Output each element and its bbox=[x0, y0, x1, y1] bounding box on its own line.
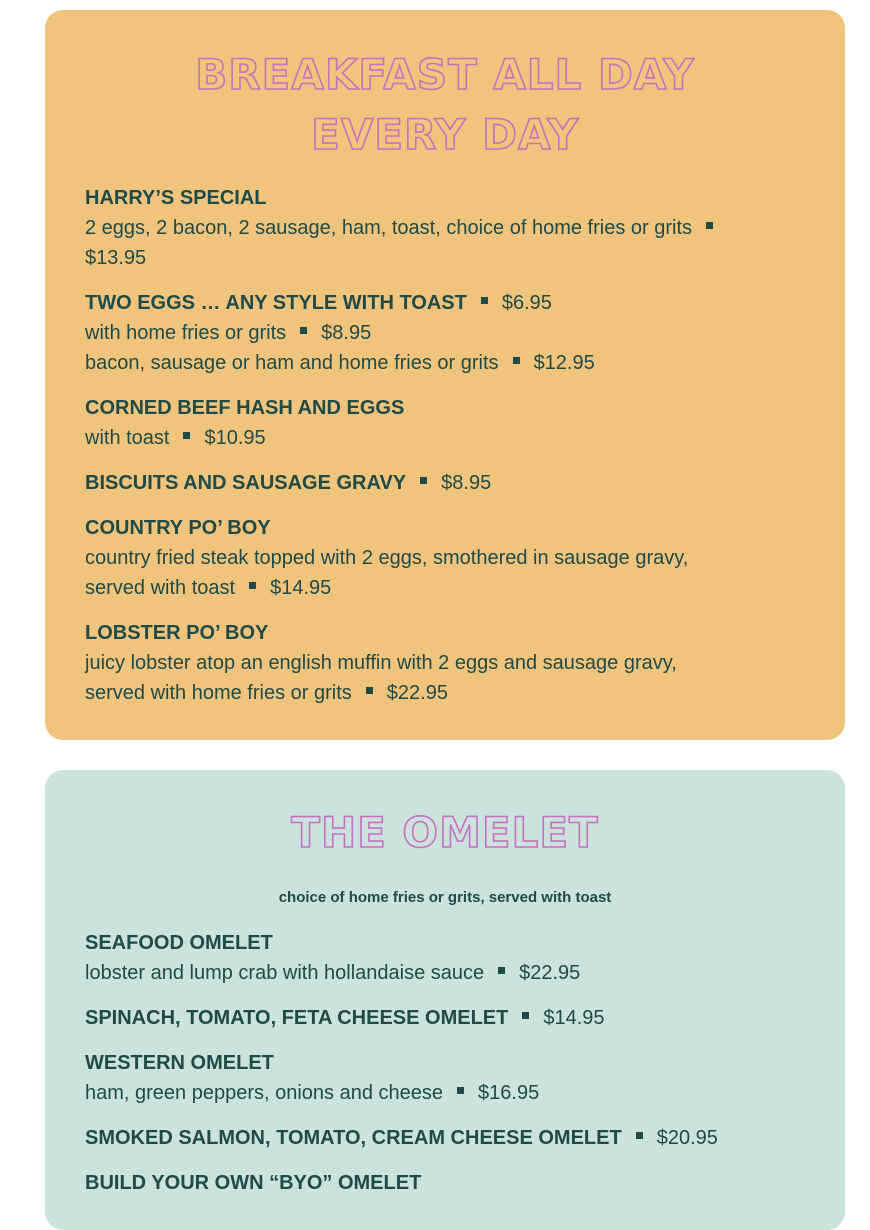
item-desc: served with toast bbox=[85, 577, 236, 599]
item-description bbox=[85, 423, 805, 453]
item-desc: country fried steak topped with 2 eggs, smothered in sausage gravy, bbox=[85, 547, 689, 569]
menu-item bbox=[85, 928, 805, 988]
item-title-line bbox=[85, 468, 805, 498]
item-desc: 2 eggs, 2 bacon, 2 sausage, ham, toast, choice of home fries or grits bbox=[85, 217, 693, 239]
separator-square-icon bbox=[522, 1012, 529, 1019]
option-price: $8.95 bbox=[321, 322, 372, 344]
item-desc: ham, green peppers, onions and cheese bbox=[85, 1082, 444, 1104]
item-description bbox=[85, 958, 805, 988]
breakfast-section bbox=[45, 10, 845, 740]
menu-item bbox=[85, 513, 805, 603]
menu-item bbox=[85, 1003, 805, 1033]
item-price: $13.95 bbox=[85, 247, 147, 269]
item-price: $10.95 bbox=[204, 427, 266, 449]
item-description bbox=[85, 213, 805, 273]
item-price: $22.95 bbox=[386, 682, 448, 704]
option-price: $12.95 bbox=[533, 352, 595, 374]
separator-square-icon bbox=[300, 327, 307, 334]
breakfast-items bbox=[85, 183, 805, 708]
item-desc: served with home fries or grits bbox=[85, 682, 352, 704]
breakfast-heading bbox=[85, 10, 805, 165]
item-option bbox=[85, 348, 805, 378]
menu-item bbox=[85, 288, 805, 378]
item-description bbox=[85, 1078, 805, 1108]
breakfast-heading-line2: EVERY DAY bbox=[311, 110, 579, 159]
menu-item bbox=[85, 618, 805, 708]
omelet-heading: THE OMELET bbox=[291, 808, 599, 857]
item-description bbox=[85, 573, 805, 603]
separator-square-icon bbox=[481, 297, 488, 304]
separator-square-icon bbox=[457, 1087, 464, 1094]
item-name: SMOKED SALMON, TOMATO, CREAM CHEESE OMELET bbox=[85, 1127, 622, 1149]
menu-item bbox=[85, 1168, 805, 1198]
item-name: WESTERN OMELET bbox=[85, 1052, 274, 1074]
item-name: CORNED BEEF HASH AND EGGS bbox=[85, 397, 405, 419]
separator-square-icon bbox=[366, 687, 373, 694]
menu-item bbox=[85, 393, 805, 453]
item-price: $14.95 bbox=[270, 577, 332, 599]
omelet-section bbox=[45, 770, 845, 1230]
item-name: TWO EGGS … ANY STYLE WITH TOAST bbox=[85, 292, 467, 314]
item-price: $22.95 bbox=[519, 962, 581, 984]
item-name: LOBSTER PO’ BOY bbox=[85, 622, 269, 644]
separator-square-icon bbox=[706, 222, 713, 229]
item-price: $16.95 bbox=[478, 1082, 540, 1104]
item-name: BUILD YOUR OWN “BYO” OMELET bbox=[85, 1172, 422, 1194]
item-price: $14.95 bbox=[543, 1007, 605, 1029]
separator-square-icon bbox=[636, 1132, 643, 1139]
item-name: BISCUITS AND SAUSAGE GRAVY bbox=[85, 472, 407, 494]
item-description bbox=[85, 678, 805, 708]
item-option bbox=[85, 318, 805, 348]
item-name: SEAFOOD OMELET bbox=[85, 932, 273, 954]
item-desc: juicy lobster atop an english muffin with 2 eggs and sausage gravy, bbox=[85, 652, 677, 674]
breakfast-heading-line1: BREAKFAST ALL DAY bbox=[195, 50, 695, 99]
item-desc: lobster and lump crab with hollandaise sauce bbox=[85, 962, 485, 984]
item-name: COUNTRY PO’ BOY bbox=[85, 517, 271, 539]
item-name: HARRY’S SPECIAL bbox=[85, 187, 267, 209]
item-title-line bbox=[85, 288, 805, 318]
menu-item bbox=[85, 183, 805, 273]
omelet-subtitle: choice of home fries or grits, served with toast bbox=[278, 889, 612, 906]
separator-square-icon bbox=[420, 477, 427, 484]
item-name: SPINACH, TOMATO, FETA CHEESE OMELET bbox=[85, 1007, 509, 1029]
item-title-line bbox=[85, 1003, 805, 1033]
menu-item bbox=[85, 1048, 805, 1108]
menu-item bbox=[85, 1123, 805, 1153]
item-price: $6.95 bbox=[501, 292, 552, 314]
item-price: $8.95 bbox=[441, 472, 492, 494]
separator-square-icon bbox=[183, 432, 190, 439]
separator-square-icon bbox=[498, 967, 505, 974]
item-desc: with toast bbox=[85, 427, 170, 449]
menu-item bbox=[85, 468, 805, 498]
option-desc: with home fries or grits bbox=[85, 322, 287, 344]
option-desc: bacon, sausage or ham and home fries or grits bbox=[85, 352, 499, 374]
omelet-items bbox=[85, 928, 805, 1198]
separator-square-icon bbox=[249, 582, 256, 589]
item-title-line bbox=[85, 1123, 805, 1153]
separator-square-icon bbox=[513, 357, 520, 364]
item-price: $20.95 bbox=[656, 1127, 718, 1149]
